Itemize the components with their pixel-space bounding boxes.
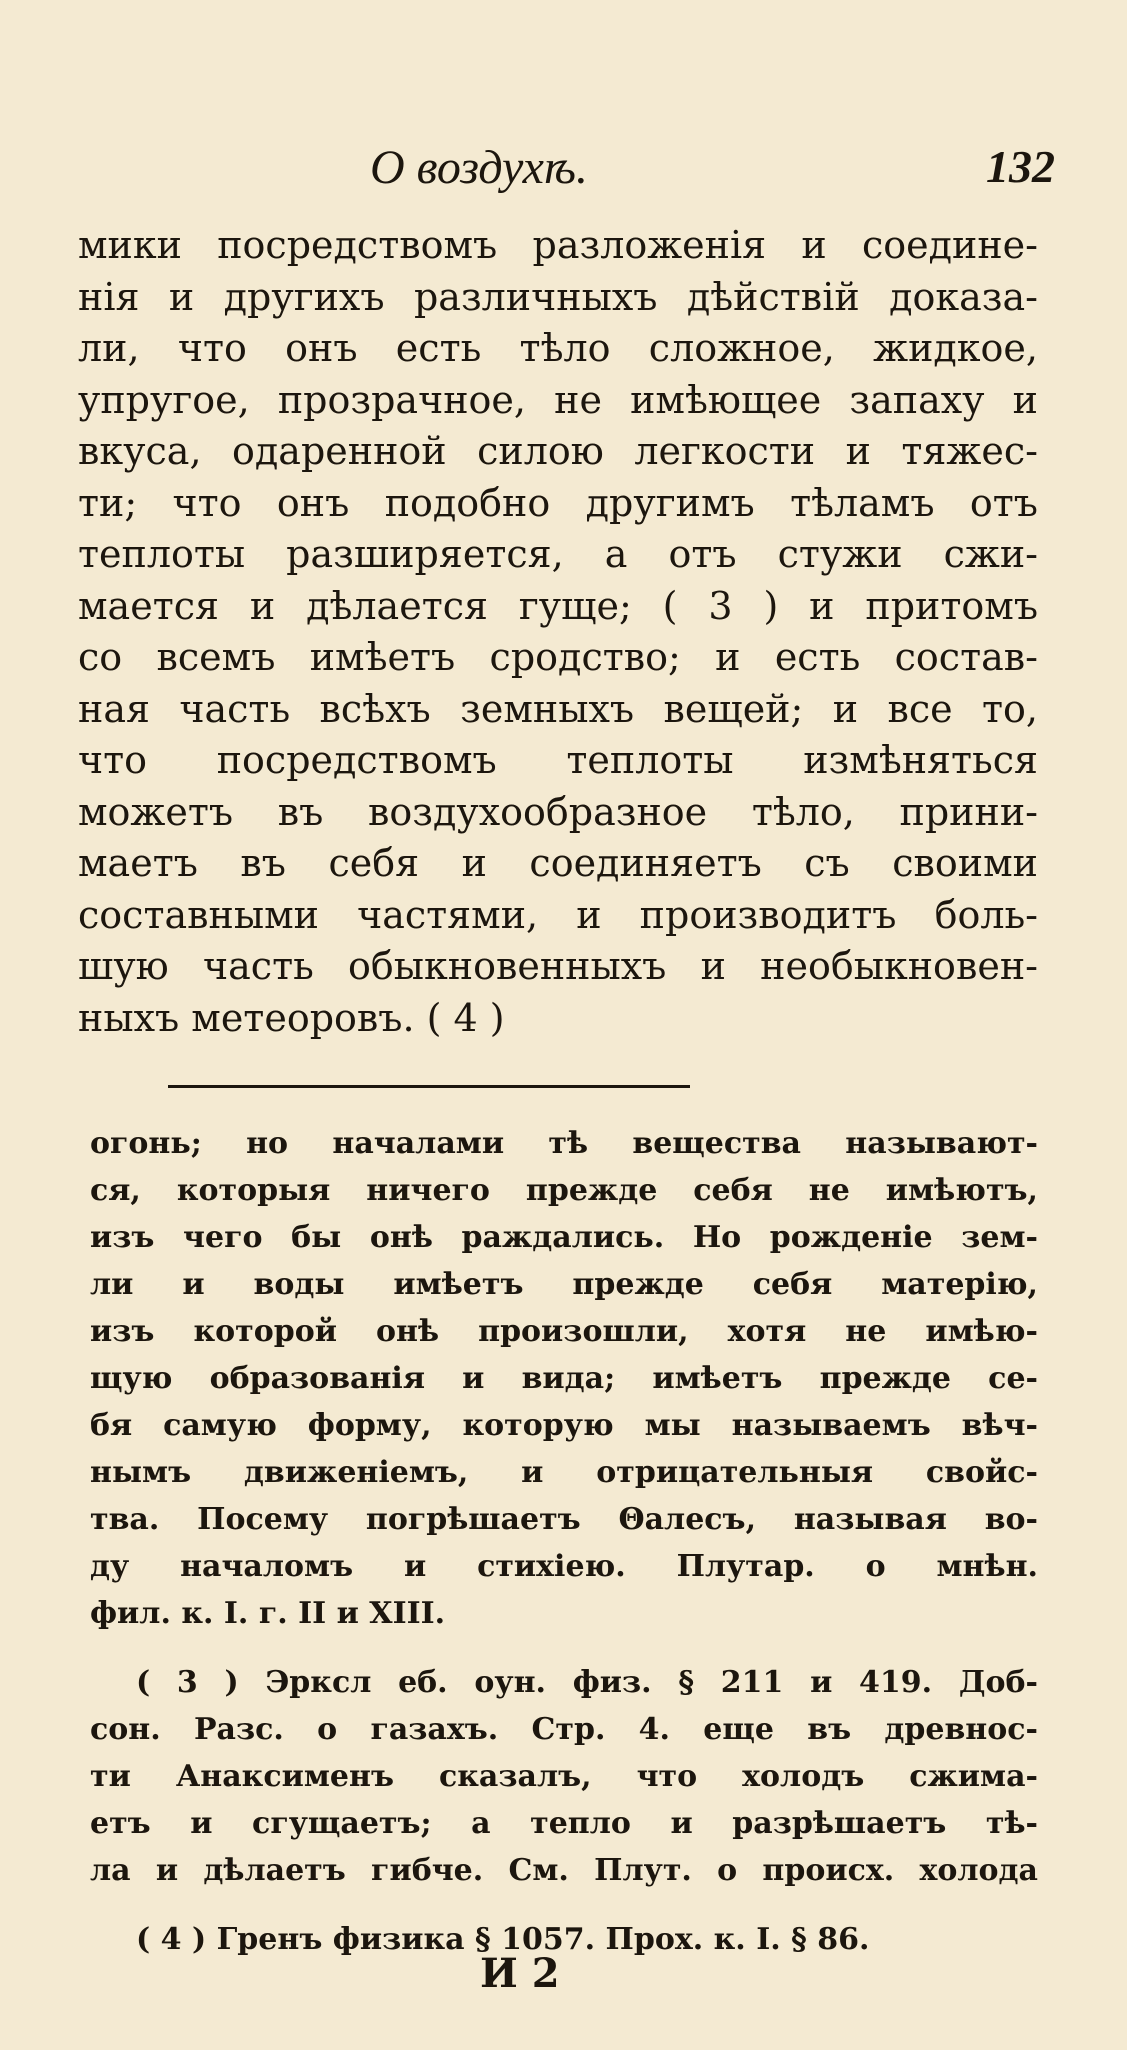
footnote-gap <box>90 1637 1038 1659</box>
footnote-line: ли и воды имѣетъ прежде себя матерію, <box>90 1267 1038 1302</box>
main-text-block <box>78 220 1038 1044</box>
text-line: теплоты разширяется, а отъ стужи сжи- <box>78 532 1038 576</box>
footnote-3-line: ( 3 ) Эрксл еб. оун. физ. § 211 и 419. Доб- <box>136 1665 1038 1700</box>
footnote-line: ду началомъ и стихіею. Плутар. о мнѣн. <box>90 1549 1038 1584</box>
text-line: шую часть обыкновенныхъ и необыкновен- <box>78 944 1038 988</box>
text-line: нія и другихъ различныхъ дѣйствій доказа- <box>78 274 1038 319</box>
footnote-3-line: ла и дѣлаетъ гибче. См. Плут. о происх. холода <box>90 1853 1038 1888</box>
text-line: ли, что онъ есть тѣло сложное, жидкое, <box>78 326 1038 370</box>
text-line: маетъ въ себя и соединяетъ съ своими <box>78 841 1038 885</box>
signature-mark: И 2 <box>480 1950 560 1997</box>
text-line: вкуса, одаренной силою легкости и тяжес- <box>78 429 1038 473</box>
text-line: упругое, прозрачное, не имѣющее запаху и <box>78 377 1038 422</box>
text-line: мики посредствомъ разложенія и соедине- <box>78 223 1038 267</box>
footnote-3-line: ти Анаксименъ сказалъ, что холодъ сжима- <box>90 1759 1038 1794</box>
footnote-line: бя самую форму, которую мы называемъ вѣч- <box>90 1408 1038 1443</box>
footnote-line: изъ чего бы онѣ раждались. Но рожденіе зем- <box>90 1220 1038 1255</box>
text-line: можетъ въ воздухообразное тѣло, прини- <box>78 789 1038 834</box>
footnote-line: огонь; но началами тѣ вещества называют- <box>90 1126 1038 1161</box>
footnote-3-line: етъ и сгущаетъ; а тепло и разрѣшаетъ тѣ- <box>90 1806 1038 1841</box>
footnote-line: тва. Посему погрѣшаетъ Θалесъ, называя во- <box>90 1502 1038 1537</box>
text-line: что посредствомъ теплоты измѣняться <box>78 738 1038 782</box>
page-number: 132 <box>986 141 1055 192</box>
text-line: ная часть всѣхъ земныхъ вещей; и все то, <box>78 686 1038 731</box>
text-line: ныхъ метеоровъ. ( 4 ) <box>78 995 505 1040</box>
text-line: составными частями, и производитъ боль- <box>78 892 1038 937</box>
text-line: со всемъ имѣетъ сродство; и есть состав- <box>78 635 1038 679</box>
text-line: ти; что онъ подобно другимъ тѣламъ отъ <box>78 480 1038 525</box>
footnote-line: фил. к. I. г. II и XIII. <box>90 1596 446 1631</box>
footnotes-block <box>90 1120 1038 1963</box>
footnote-separator-rule <box>168 1085 690 1088</box>
running-head-title: О воздухѣ. <box>370 141 588 194</box>
footnote-gap <box>90 1894 1038 1916</box>
footnote-line: щую образованія и вида; имѣетъ прежде се- <box>90 1361 1038 1396</box>
footnote-line: ся, которыя ничего прежде себя не имѣютъ, <box>90 1173 1038 1208</box>
text-line: мается и дѣлается гуще; ( 3 ) и притомъ <box>78 583 1038 628</box>
footnote-3-line: сон. Разс. о газахъ. Стр. 4. еще въ древнос- <box>90 1712 1038 1747</box>
footnote-line: нымъ движеніемъ, и отрицательныя свойс- <box>90 1455 1038 1490</box>
footnote-4-line: ( 4 ) Гренъ физика § 1057. Прох. к. I. § 86. <box>136 1922 870 1957</box>
footnote-line: изъ которой онѣ произошли, хотя не имѣю- <box>90 1314 1038 1349</box>
